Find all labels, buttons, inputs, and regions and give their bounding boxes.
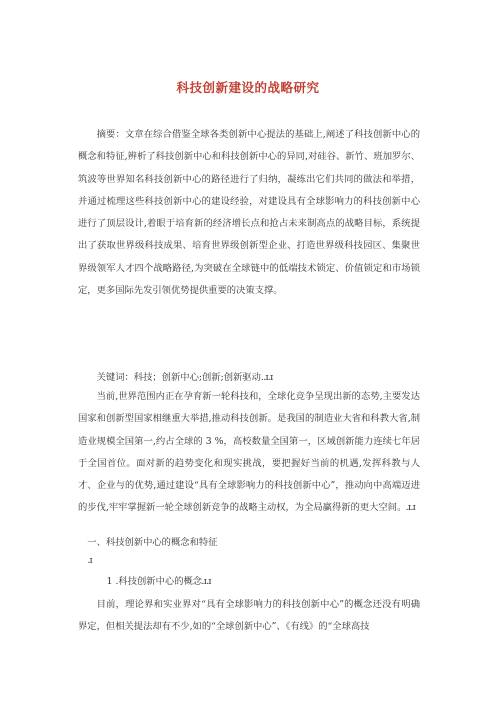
subsection-heading: 1 .科技创新中心的概念ɹɹ — [106, 576, 212, 587]
stray-mark: ɹ — [88, 556, 93, 566]
section-heading: 一、科技创新中心的概念和特征 — [87, 537, 218, 548]
document-title: 科技创新建设的战略研究 — [176, 80, 320, 95]
intro-paragraph: 当前,世界范围内正在孕育新一轮科技和，全球化竞争呈现出新的态势,主要发达国家和创新型国家相继重大举措,推动科技创新。是我国的制造业大省和科教大省,制造业规模全国第一,约占全球的 3 %，高校数量全国第一，区域创新能力连续七年居于全国首位。面对新的趋势变化和现实挑战，要把握好当前的机遇,发挥科教与人才、企业与的优势,通过建设“具有全球影响力的科技创新中心”，推动向中高端迈进的步伐,牢牢掌握新一轮全球创新竞争的战略主动权，为全局赢得新的更大空间。ɹɹ — [78, 391, 420, 514]
keywords-line: 关键词：科技；创新中心;创新;创新驱动.ɹɹ — [96, 372, 274, 383]
body-paragraph: 目前，理论界和实业界对“具有全球影响力的科技创新中心”的概念还没有明确界定，但相关提法却有不少,如的“全球创新中心”、《有线》的“全球高技 — [78, 599, 420, 633]
abstract-paragraph: 摘要：文章在综合借鉴全球各类创新中心提法的基础上,阐述了科技创新中心的概念和特征,辨析了科技创新中心和科技创新中心的异同,对硅谷、新竹、班加罗尔、筑波等世界知名科技创新中心的路径进行了归纳，凝练出它们共同的做法和举措，并通过梳理这些科技创新中心的建设经验，对建设具有全球影响力的科技创新中心进行了顶层设计,着眼于培育新的经济增长点和抢占未来制高点的战略目标，系统提出了获取世界级科技成果、培育世界级创新型企业、打造世界级科技园区、集聚世界级领军人才四个战略路径,为突破在全球链中的低端技术锁定、价值锁定和市场锁定，更多国际先发引领优势提供重要的决策支撑。 — [78, 129, 420, 297]
